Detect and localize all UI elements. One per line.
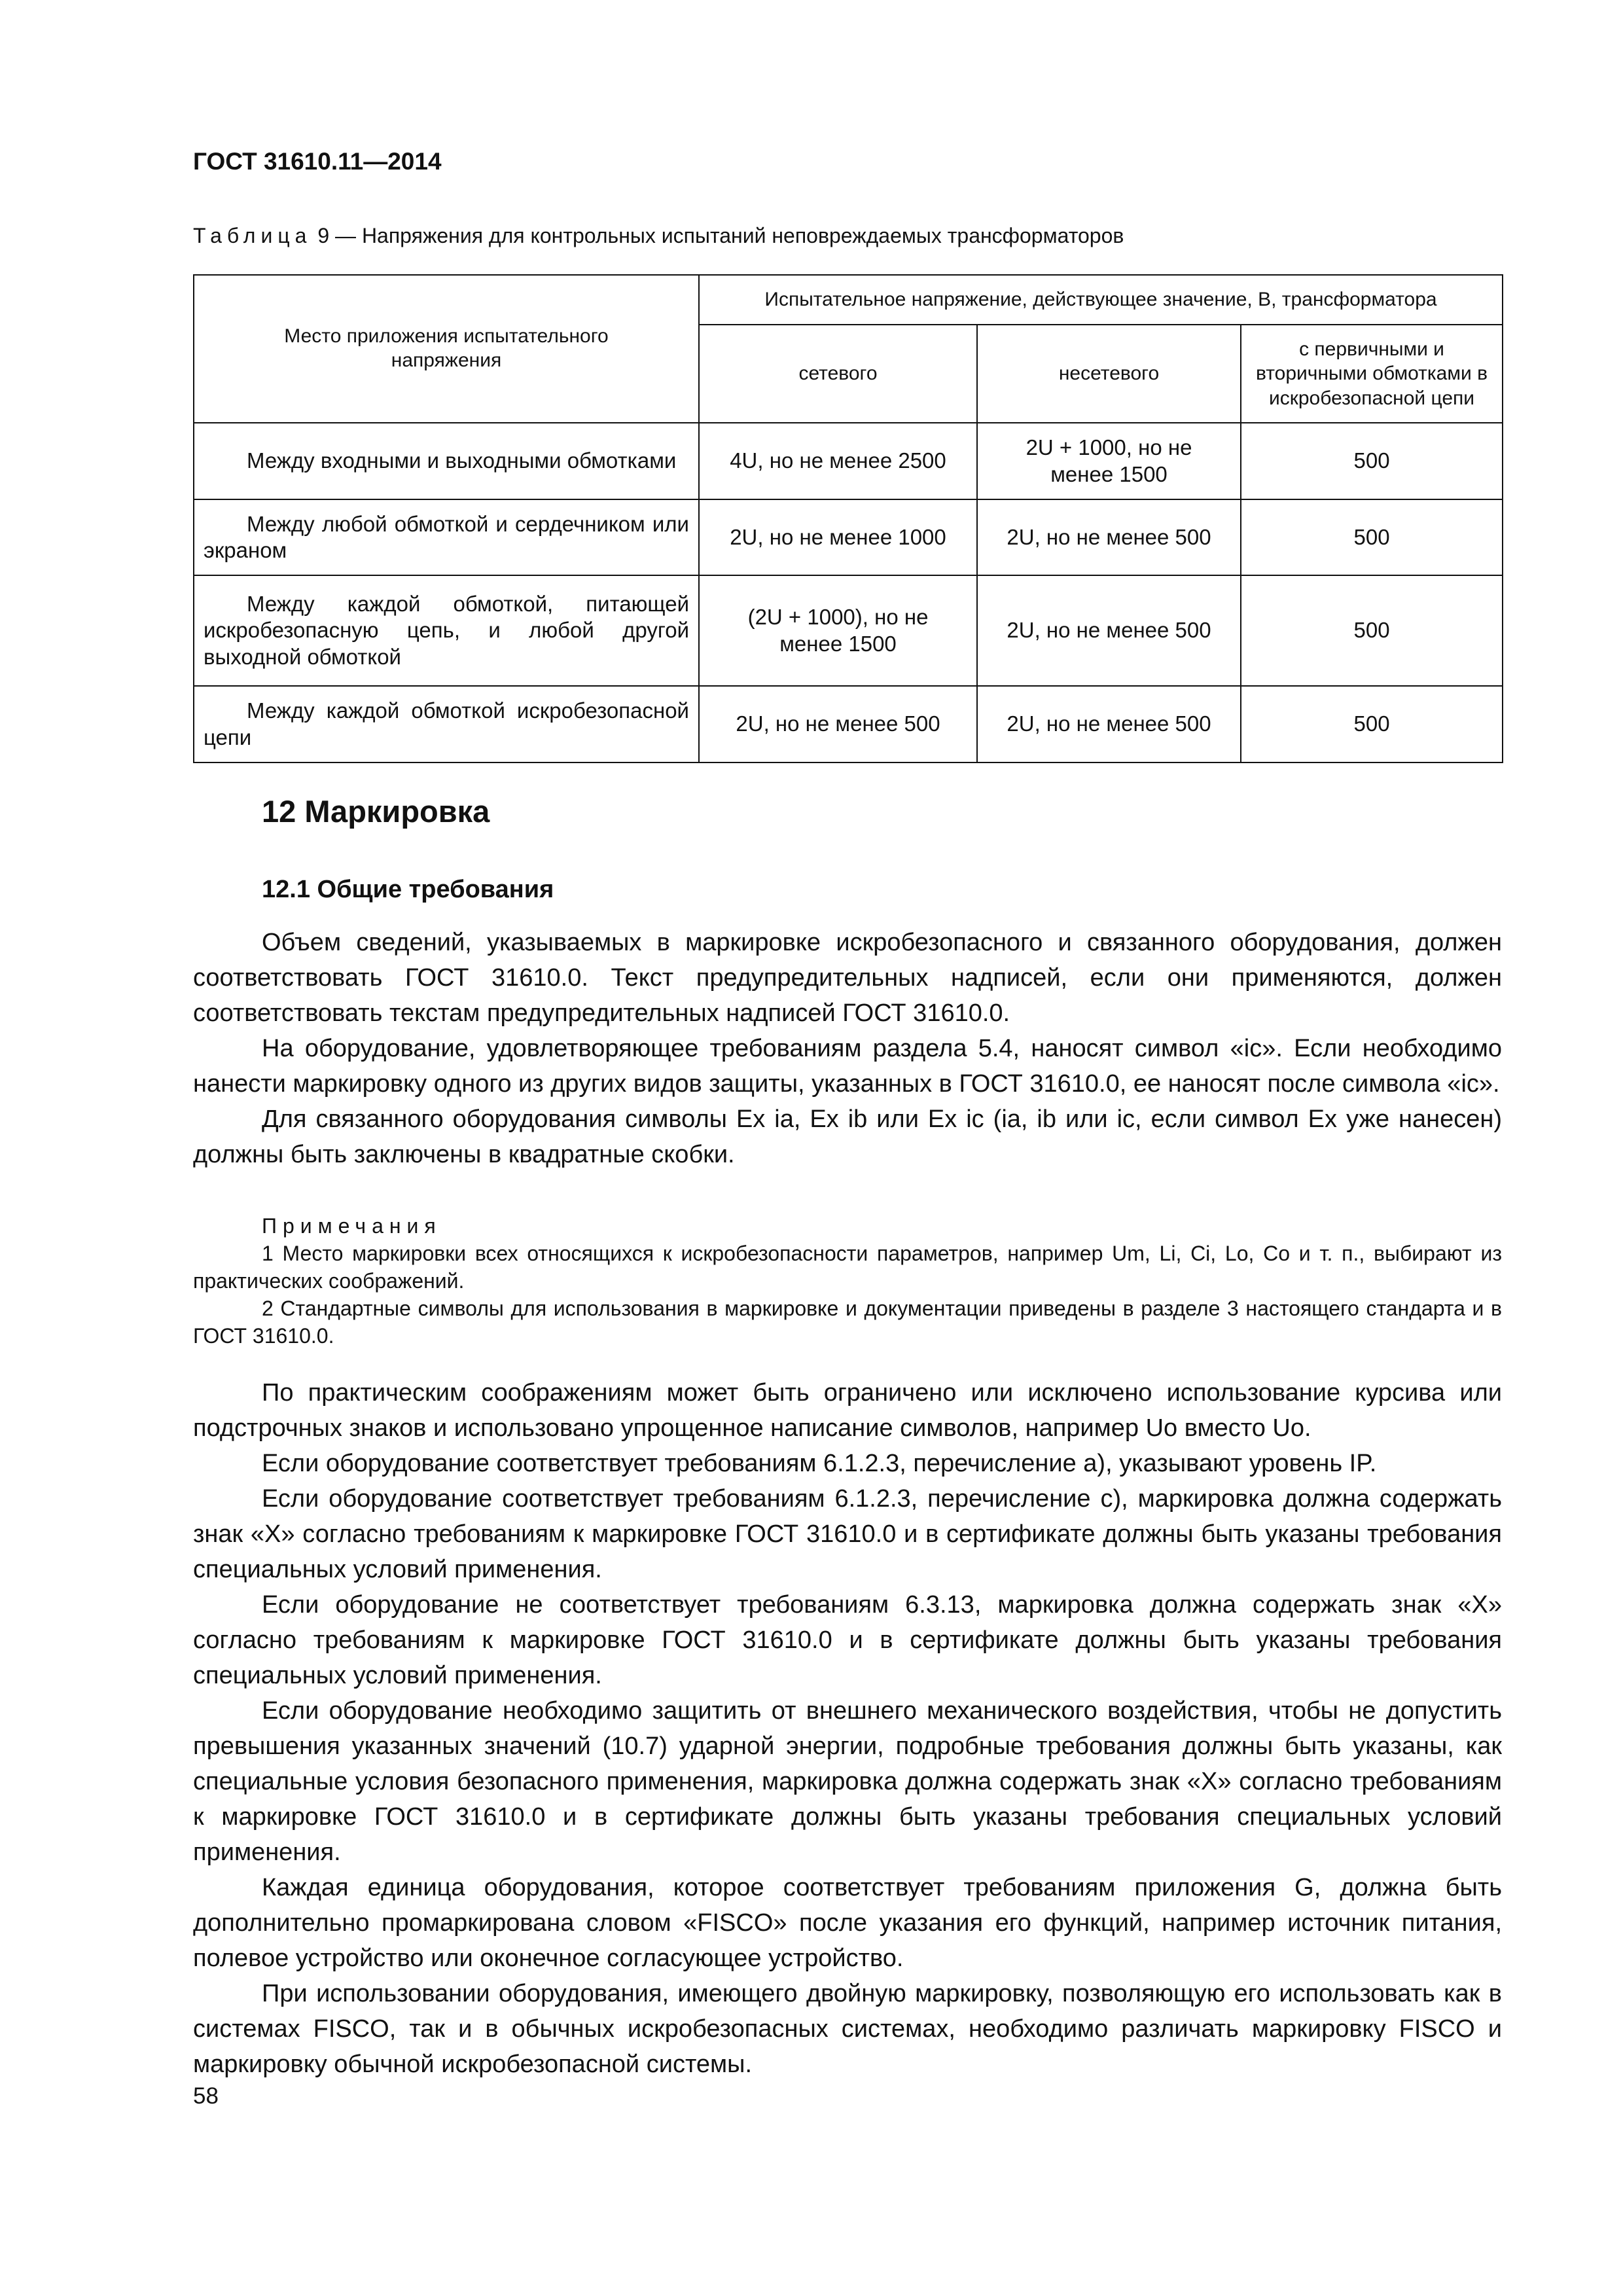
voltage-table <box>193 274 1503 763</box>
table-header-mains: сетевого <box>699 325 977 423</box>
table-cell: 500 <box>1241 575 1503 686</box>
notes-block <box>193 1212 1502 1350</box>
table-cell: 2U + 1000, но не менее 1500 <box>977 423 1241 499</box>
table-cell: 2U, но не менее 500 <box>699 686 977 762</box>
paragraph: Если оборудование необходимо защитить от внешнего механического воздействия, чтобы не допустить превышения указанных значений (10.7) ударной энергии, подробные требования должны быть указаны, как специальные условия безопасного применения, маркировка должна содержать знак «X» согласно требованиям к маркировке ГОСТ 31610.0 и в сертификате должны быть указаны требования специальных условий применения. <box>193 1697 1502 1866</box>
section-title: 12 Маркировка <box>262 794 490 829</box>
table-cell-place: Между входными и выходными обмотками <box>194 423 699 499</box>
table-row <box>194 575 1503 686</box>
note-item: 1 Место маркировки всех относящихся к искробезопасности параметров, например Um, Li, Ci, Lo, Co и т. п., выбирают из практических соображений. <box>193 1242 1502 1293</box>
note-item: 2 Стандартные символы для использования в маркировке и документации приведены в разделе 3 настоящего стандарта и в ГОСТ 31610.0. <box>193 1297 1502 1348</box>
table-cell: 500 <box>1241 499 1503 575</box>
table-cell-place: Между каждой обмоткой искробезопасной цепи <box>194 686 699 762</box>
table-row <box>194 686 1503 762</box>
table-caption-text: 9 — Напряжения для контрольных испытаний неповреждаемых трансформаторов <box>312 224 1124 247</box>
paragraph: При использовании оборудования, имеющего двойную маркировку, позволяющую его использовать как в системах FISCO, так и в обычных искробезопасных системах, необходимо различать маркировку FISCO и маркировку обычной искробезопасной системы. <box>193 1980 1502 2078</box>
paragraph: На оборудование, удовлетворяющее требованиям раздела 5.4, наносят символ «ic». Если необходимо нанести маркировку одного из других видов защиты, указанных в ГОСТ 31610.0, ее наносят после символа «ic». <box>193 1035 1502 1098</box>
paragraph: По практическим соображениям может быть ограничено или исключено использование курсива или подстрочных знаков и использовано упрощенное написание символов, например Uo вместо Uo. <box>193 1379 1502 1442</box>
paragraph: Если оборудование соответствует требованиям 6.1.2.3, перечисление c), маркировка должна содержать знак «X» согласно требованиям к маркировке ГОСТ 31610.0 и в сертификате должны быть указаны требования специальных условий применения. <box>193 1485 1502 1583</box>
paragraph: Для связанного оборудования символы Ex ia, Ex ib или Ex ic (ia, ib или ic, если символ Ex уже нанесен) должны быть заключены в квадратные скобки. <box>193 1105 1502 1168</box>
table-cell: 2U, но не менее 500 <box>977 686 1241 762</box>
table-header-ib-windings: с первичными и вторичными обмотками в искробезопасной цепи <box>1241 325 1503 423</box>
subsection-title: 12.1 Общие требования <box>262 876 554 903</box>
table-cell: 2U, но не менее 500 <box>977 499 1241 575</box>
table-cell-place: Между любой обмоткой и сердечником или экраном <box>194 499 699 575</box>
table-cell: 4U, но не менее 2500 <box>699 423 977 499</box>
table-caption-word: Таблица <box>193 224 312 247</box>
page-number: 58 <box>193 2083 219 2109</box>
table-header-group: Испытательное напряжение, действующее значение, В, трансформатора <box>699 275 1503 325</box>
table-row <box>194 499 1503 575</box>
paragraph: Если оборудование соответствует требованиям 6.1.2.3, перечисление a), указывают уровень IP. <box>262 1450 1377 1477</box>
paragraph: Если оборудование не соответствует требованиям 6.3.13, маркировка должна содержать знак «X» согласно требованиям к маркировке ГОСТ 31610.0 и в сертификате должны быть указаны требования специальных условий применения. <box>193 1591 1502 1689</box>
table-header-non-mains: несетевого <box>977 325 1241 423</box>
notes-title: Примечания <box>262 1214 442 1238</box>
table-header-place: Место приложения испытательного напряжения <box>194 275 699 423</box>
document-header: ГОСТ 31610.11—2014 <box>193 148 442 175</box>
table-cell: 500 <box>1241 423 1503 499</box>
table-cell-place: Между каждой обмоткой, питающей искробезопасную цепь, и любой другой выходной обмоткой <box>194 575 699 686</box>
paragraph: Каждая единица оборудования, которое соответствует требованиям приложения G, должна быть дополнительно промаркирована словом «FISCO» после указания его функций, например источник питания, полевое устройство или оконечное согласующее устройство. <box>193 1874 1502 1972</box>
table-cell: 2U, но не менее 1000 <box>699 499 977 575</box>
table-cell: 2U, но не менее 500 <box>977 575 1241 686</box>
paragraph: Объем сведений, указываемых в маркировке искробезопасного и связанного оборудования, должен соответствовать ГОСТ 31610.0. Текст предупредительных надписей, если они применяются, должен соответствовать текстам предупредительных надписей ГОСТ 31610.0. <box>193 929 1502 1027</box>
table-cell: (2U + 1000), но не менее 1500 <box>699 575 977 686</box>
body-text-top <box>193 925 1502 1172</box>
table-row <box>194 423 1503 499</box>
table-cell: 500 <box>1241 686 1503 762</box>
table-caption <box>193 224 1124 248</box>
body-text-bottom <box>193 1375 1502 2082</box>
